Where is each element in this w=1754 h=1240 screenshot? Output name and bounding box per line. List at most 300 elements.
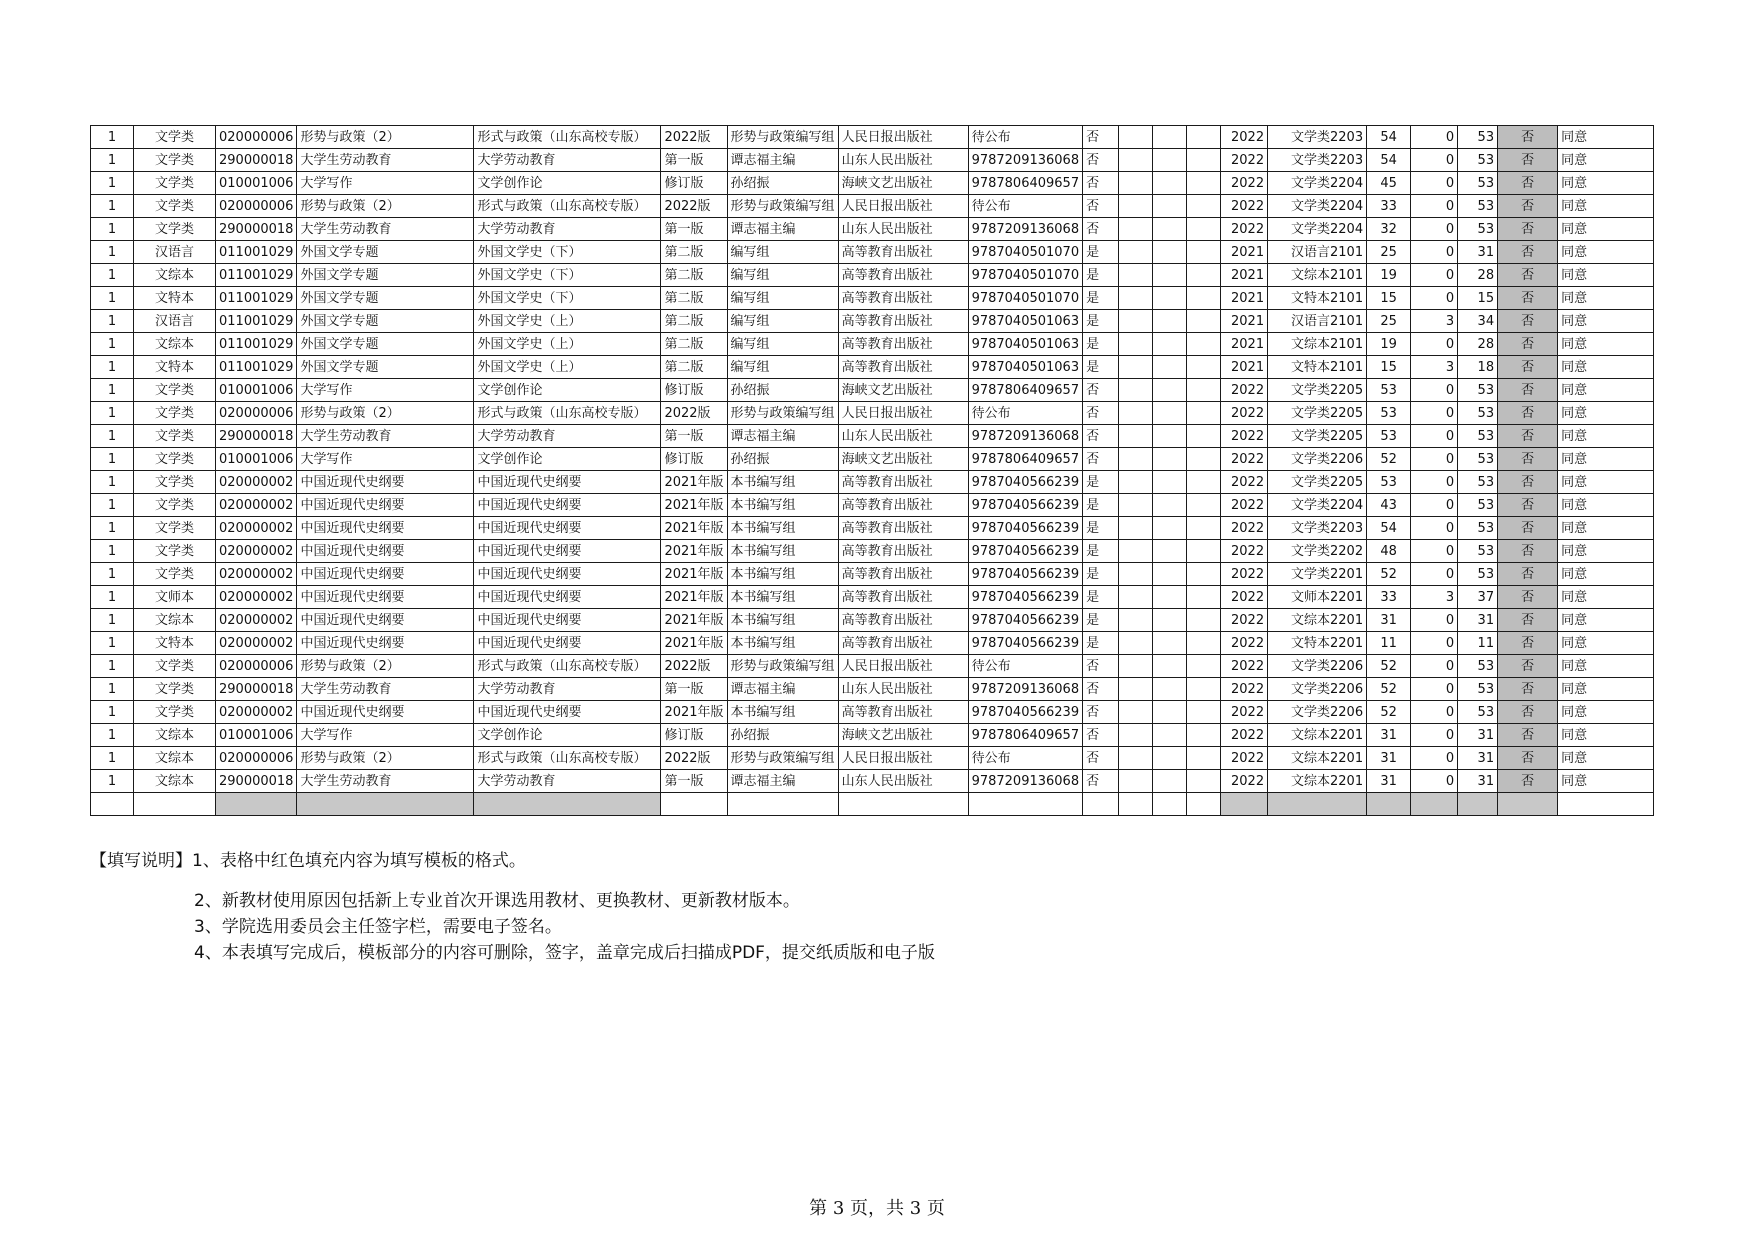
table-cell: 否 [1498, 471, 1558, 494]
table-cell: 54 [1367, 149, 1411, 172]
table-cell: 020000006 [216, 126, 297, 149]
table-cell: 0 [1411, 149, 1458, 172]
table-cell: 2022 [1221, 149, 1268, 172]
table-cell [1153, 770, 1187, 793]
table-cell: 是 [1083, 310, 1119, 333]
table-cell: 15 [1367, 287, 1411, 310]
table-cell: 53 [1458, 172, 1498, 195]
table-cell: 否 [1083, 402, 1119, 425]
table-cell: 11 [1458, 632, 1498, 655]
table-cell: 形式与政策（山东高校专版） [474, 747, 661, 770]
table-cell: 是 [1083, 540, 1119, 563]
table-cell: 谭志福主编 [727, 425, 838, 448]
table-cell [1153, 149, 1187, 172]
table-cell: 2022 [1221, 126, 1268, 149]
page-number: 第 3 页，共 3 页 [809, 1198, 945, 1219]
table-cell: 否 [1498, 540, 1558, 563]
table-cell: 形势与政策编写组 [727, 655, 838, 678]
table-cell: 52 [1367, 563, 1411, 586]
table-cell: 高等教育出版社 [838, 471, 968, 494]
table-cell: 中国近现代史纲要 [297, 471, 474, 494]
table-row [91, 724, 1654, 747]
table-cell: 2022 [1221, 517, 1268, 540]
table-cell: 1 [91, 540, 134, 563]
table-cell-empty [216, 793, 297, 816]
table-cell: 同意 [1558, 402, 1654, 425]
table-cell: 0 [1411, 172, 1458, 195]
table-cell: 高等教育出版社 [838, 333, 968, 356]
table-cell: 9787040501063 [968, 333, 1083, 356]
table-cell [1153, 287, 1187, 310]
table-cell: 本书编写组 [727, 563, 838, 586]
table-cell [1153, 241, 1187, 264]
table-cell: 2022版 [661, 126, 727, 149]
table-cell: 010001006 [216, 724, 297, 747]
table-cell: 9787040566239 [968, 632, 1083, 655]
table-cell: 1 [91, 471, 134, 494]
table-cell: 海峡文艺出版社 [838, 448, 968, 471]
table-cell [1153, 494, 1187, 517]
table-cell: 待公布 [968, 402, 1083, 425]
table-cell: 2022版 [661, 402, 727, 425]
table-cell: 文学类 [134, 540, 216, 563]
table-cell: 否 [1498, 218, 1558, 241]
table-cell: 1 [91, 333, 134, 356]
table-cell: 1 [91, 701, 134, 724]
table-row [91, 609, 1654, 632]
table-cell: 同意 [1558, 264, 1654, 287]
table-cell: 0 [1411, 471, 1458, 494]
table-cell: 否 [1083, 448, 1119, 471]
table-cell-empty [968, 793, 1083, 816]
table-cell: 011001029 [216, 287, 297, 310]
table-cell: 文特本2101 [1268, 356, 1367, 379]
table-cell-empty [1458, 793, 1498, 816]
table-cell: 020000002 [216, 517, 297, 540]
table-cell: 2022版 [661, 747, 727, 770]
table-cell: 文综本 [134, 770, 216, 793]
table-cell: 形式与政策（山东高校专版） [474, 402, 661, 425]
table-cell: 2022 [1221, 747, 1268, 770]
table-cell-empty [727, 793, 838, 816]
table-cell-empty [1153, 793, 1187, 816]
table-cell: 否 [1498, 563, 1558, 586]
table-cell [1153, 609, 1187, 632]
table-cell: 文学类2205 [1268, 425, 1367, 448]
table-cell: 高等教育出版社 [838, 701, 968, 724]
table-cell [1153, 517, 1187, 540]
table-row [91, 126, 1654, 149]
table-cell [1187, 195, 1221, 218]
table-cell [1153, 448, 1187, 471]
table-cell: 高等教育出版社 [838, 494, 968, 517]
table-cell: 9787040501070 [968, 264, 1083, 287]
table-cell: 1 [91, 126, 134, 149]
table-cell: 海峡文艺出版社 [838, 379, 968, 402]
table-cell: 同意 [1558, 471, 1654, 494]
table-cell-empty [91, 793, 134, 816]
table-cell [1119, 747, 1153, 770]
table-cell: 文学类2202 [1268, 540, 1367, 563]
table-cell: 否 [1498, 448, 1558, 471]
table-cell: 高等教育出版社 [838, 540, 968, 563]
table-cell-empty [134, 793, 216, 816]
instruction-line-4: 4、本表填写完成后，模板部分的内容可删除，签字，盖章完成后扫描成PDF，提交纸质版和电子版 [194, 943, 935, 963]
table-cell: 文学类 [134, 678, 216, 701]
table-cell: 1 [91, 310, 134, 333]
table-cell: 汉语言2101 [1268, 310, 1367, 333]
table-cell: 2022 [1221, 471, 1268, 494]
table-row [91, 241, 1654, 264]
table-cell: 高等教育出版社 [838, 586, 968, 609]
table-cell: 同意 [1558, 448, 1654, 471]
table-cell: 大学生劳动教育 [297, 678, 474, 701]
table-cell: 1 [91, 494, 134, 517]
table-cell: 文学类 [134, 149, 216, 172]
table-cell: 同意 [1558, 747, 1654, 770]
table-cell: 形式与政策（山东高校专版） [474, 126, 661, 149]
table-cell: 53 [1458, 563, 1498, 586]
table-cell: 同意 [1558, 632, 1654, 655]
table-cell: 33 [1367, 195, 1411, 218]
table-cell: 文综本 [134, 333, 216, 356]
table-cell: 020000002 [216, 563, 297, 586]
table-cell: 同意 [1558, 379, 1654, 402]
table-cell: 本书编写组 [727, 632, 838, 655]
table-row [91, 563, 1654, 586]
table-cell [1119, 195, 1153, 218]
table-cell: 1 [91, 264, 134, 287]
table-cell: 2021年版 [661, 517, 727, 540]
table-cell: 同意 [1558, 655, 1654, 678]
table-cell: 15 [1367, 356, 1411, 379]
table-cell: 2021年版 [661, 494, 727, 517]
table-cell: 山东人民出版社 [838, 425, 968, 448]
table-cell [1153, 724, 1187, 747]
table-cell: 290000018 [216, 770, 297, 793]
table-cell: 中国近现代史纲要 [474, 632, 661, 655]
table-cell: 2021年版 [661, 540, 727, 563]
table-cell [1153, 402, 1187, 425]
table-cell: 9787040501070 [968, 287, 1083, 310]
table-cell: 53 [1458, 471, 1498, 494]
table-cell: 文学类 [134, 517, 216, 540]
table-cell [1187, 632, 1221, 655]
table-row [91, 310, 1654, 333]
table-cell: 形式与政策（山东高校专版） [474, 195, 661, 218]
table-cell: 0 [1411, 333, 1458, 356]
table-cell-empty [474, 793, 661, 816]
table-cell: 32 [1367, 218, 1411, 241]
table-cell: 否 [1083, 747, 1119, 770]
table-cell: 31 [1458, 609, 1498, 632]
table-cell: 53 [1458, 494, 1498, 517]
table-cell: 文综本2201 [1268, 747, 1367, 770]
textbook-selection-table [90, 125, 1654, 816]
table-cell: 第二版 [661, 287, 727, 310]
table-cell: 9787806409657 [968, 448, 1083, 471]
table-row [91, 632, 1654, 655]
table-cell: 53 [1458, 517, 1498, 540]
table-cell [1153, 379, 1187, 402]
table-cell: 山东人民出版社 [838, 149, 968, 172]
table-cell: 是 [1083, 586, 1119, 609]
table-cell: 同意 [1558, 586, 1654, 609]
table-cell: 中国近现代史纲要 [297, 540, 474, 563]
table-cell: 第一版 [661, 770, 727, 793]
table-cell: 37 [1458, 586, 1498, 609]
table-cell: 否 [1498, 747, 1558, 770]
table-cell: 2022 [1221, 770, 1268, 793]
table-cell: 020000002 [216, 609, 297, 632]
table-cell: 否 [1498, 126, 1558, 149]
table-cell: 大学写作 [297, 379, 474, 402]
table-cell: 外国文学史（上） [474, 333, 661, 356]
table-cell [1187, 678, 1221, 701]
table-cell: 是 [1083, 333, 1119, 356]
table-cell: 2021 [1221, 287, 1268, 310]
table-cell: 1 [91, 379, 134, 402]
table-cell: 孙绍振 [727, 724, 838, 747]
table-cell: 文学类2206 [1268, 678, 1367, 701]
table-cell: 文学类2206 [1268, 448, 1367, 471]
table-cell [1187, 770, 1221, 793]
table-cell: 9787040566239 [968, 586, 1083, 609]
table-cell: 0 [1411, 494, 1458, 517]
table-cell: 外国文学史（上） [474, 356, 661, 379]
table-cell: 文学类2203 [1268, 149, 1367, 172]
table-cell: 3 [1411, 586, 1458, 609]
table-cell: 文特本2201 [1268, 632, 1367, 655]
table-cell: 第二版 [661, 356, 727, 379]
table-cell: 形势与政策编写组 [727, 195, 838, 218]
instruction-line-1: 【填写说明】1、表格中红色填充内容为填写模板的格式。 [90, 851, 526, 871]
table-cell: 文学类 [134, 494, 216, 517]
table-cell: 33 [1367, 586, 1411, 609]
table-cell [1153, 678, 1187, 701]
table-cell: 是 [1083, 494, 1119, 517]
table-cell: 53 [1458, 402, 1498, 425]
table-cell: 53 [1458, 126, 1498, 149]
table-cell [1119, 425, 1153, 448]
table-cell [1153, 563, 1187, 586]
table-cell: 中国近现代史纲要 [474, 563, 661, 586]
table-cell: 中国近现代史纲要 [474, 586, 661, 609]
table-cell [1153, 310, 1187, 333]
table-cell: 大学生劳动教育 [297, 425, 474, 448]
table-cell [1153, 425, 1187, 448]
table-cell: 高等教育出版社 [838, 356, 968, 379]
table-cell [1119, 609, 1153, 632]
table-cell: 2022 [1221, 218, 1268, 241]
table-cell: 1 [91, 218, 134, 241]
table-cell: 中国近现代史纲要 [297, 701, 474, 724]
table-cell: 1 [91, 678, 134, 701]
table-row [91, 195, 1654, 218]
table-cell [1187, 586, 1221, 609]
table-cell: 45 [1367, 172, 1411, 195]
table-cell: 0 [1411, 126, 1458, 149]
table-cell: 020000006 [216, 655, 297, 678]
table-cell: 文学类2204 [1268, 494, 1367, 517]
table-cell: 文特本 [134, 356, 216, 379]
table-cell: 290000018 [216, 425, 297, 448]
table-cell: 52 [1367, 448, 1411, 471]
table-cell: 大学劳动教育 [474, 770, 661, 793]
table-cell: 9787040566239 [968, 563, 1083, 586]
table-cell: 中国近现代史纲要 [297, 517, 474, 540]
table-cell: 54 [1367, 126, 1411, 149]
table-cell: 中国近现代史纲要 [297, 632, 474, 655]
table-cell [1119, 356, 1153, 379]
table-cell: 同意 [1558, 494, 1654, 517]
table-cell: 1 [91, 747, 134, 770]
table-cell: 否 [1083, 724, 1119, 747]
table-cell: 外国文学专题 [297, 287, 474, 310]
table-cell: 0 [1411, 770, 1458, 793]
table-cell: 2022 [1221, 563, 1268, 586]
table-cell: 2022 [1221, 540, 1268, 563]
table-cell: 2021年版 [661, 586, 727, 609]
table-cell: 第一版 [661, 425, 727, 448]
table-cell: 否 [1083, 678, 1119, 701]
table-row [91, 448, 1654, 471]
table-cell: 0 [1411, 379, 1458, 402]
table-cell: 31 [1367, 609, 1411, 632]
table-row [91, 425, 1654, 448]
table-cell: 同意 [1558, 724, 1654, 747]
table-cell: 中国近现代史纲要 [474, 540, 661, 563]
table-cell: 是 [1083, 517, 1119, 540]
table-cell: 形势与政策（2） [297, 402, 474, 425]
table-cell: 否 [1498, 609, 1558, 632]
table-cell: 待公布 [968, 126, 1083, 149]
table-cell: 文学类2204 [1268, 172, 1367, 195]
table-cell: 文学类 [134, 471, 216, 494]
table-cell: 孙绍振 [727, 379, 838, 402]
table-cell: 海峡文艺出版社 [838, 724, 968, 747]
table-cell: 2021 [1221, 333, 1268, 356]
table-cell: 0 [1411, 563, 1458, 586]
table-cell: 否 [1498, 310, 1558, 333]
table-cell-empty [838, 793, 968, 816]
table-cell: 人民日报出版社 [838, 126, 968, 149]
table-cell: 同意 [1558, 356, 1654, 379]
table-cell: 同意 [1558, 195, 1654, 218]
table-cell: 1 [91, 609, 134, 632]
table-cell: 是 [1083, 632, 1119, 655]
table-cell [1119, 379, 1153, 402]
table-cell [1119, 402, 1153, 425]
table-cell: 1 [91, 149, 134, 172]
table-cell [1187, 241, 1221, 264]
table-cell: 谭志福主编 [727, 218, 838, 241]
table-cell: 010001006 [216, 172, 297, 195]
table-cell: 2021年版 [661, 632, 727, 655]
table-cell [1187, 448, 1221, 471]
table-cell: 否 [1498, 379, 1558, 402]
table-cell [1153, 655, 1187, 678]
table-cell: 0 [1411, 195, 1458, 218]
table-cell: 形势与政策（2） [297, 195, 474, 218]
table-cell: 2022 [1221, 172, 1268, 195]
table-cell: 大学劳动教育 [474, 218, 661, 241]
table-cell: 外国文学专题 [297, 333, 474, 356]
table-cell: 3 [1411, 356, 1458, 379]
table-cell: 53 [1367, 425, 1411, 448]
table-cell: 53 [1458, 149, 1498, 172]
table-cell [1187, 494, 1221, 517]
table-cell: 9787040566239 [968, 540, 1083, 563]
table-cell [1187, 172, 1221, 195]
table-cell: 9787040501070 [968, 241, 1083, 264]
instruction-line-3: 3、学院选用委员会主任签字栏，需要电子签名。 [194, 917, 562, 937]
table-cell: 孙绍振 [727, 448, 838, 471]
table-cell: 编写组 [727, 333, 838, 356]
table-row [91, 678, 1654, 701]
table-cell: 文综本2101 [1268, 333, 1367, 356]
table-row [91, 356, 1654, 379]
table-cell: 第一版 [661, 678, 727, 701]
table-cell [1187, 218, 1221, 241]
table-cell-empty [1411, 793, 1458, 816]
table-cell-empty [661, 793, 727, 816]
table-row [91, 540, 1654, 563]
table-row [91, 264, 1654, 287]
table-cell: 53 [1367, 402, 1411, 425]
table-cell [1187, 287, 1221, 310]
table-cell: 文综本 [134, 724, 216, 747]
table-cell: 2022版 [661, 195, 727, 218]
table-cell: 1 [91, 241, 134, 264]
table-cell: 2022 [1221, 655, 1268, 678]
table-cell: 2021 [1221, 264, 1268, 287]
table-cell [1119, 218, 1153, 241]
table-cell: 形势与政策（2） [297, 655, 474, 678]
table-cell: 谭志福主编 [727, 678, 838, 701]
table-cell: 中国近现代史纲要 [474, 701, 661, 724]
table-cell: 文综本2201 [1268, 770, 1367, 793]
table-cell: 010001006 [216, 379, 297, 402]
table-cell: 中国近现代史纲要 [297, 563, 474, 586]
table-cell: 第二版 [661, 264, 727, 287]
table-row [91, 770, 1654, 793]
table-cell: 28 [1458, 264, 1498, 287]
table-cell-empty [1558, 793, 1654, 816]
table-cell: 山东人民出版社 [838, 678, 968, 701]
table-cell: 否 [1083, 149, 1119, 172]
table-cell: 文学类 [134, 448, 216, 471]
table-cell: 形势与政策编写组 [727, 747, 838, 770]
table-cell [1187, 724, 1221, 747]
table-row [91, 149, 1654, 172]
table-cell [1187, 149, 1221, 172]
table-cell: 高等教育出版社 [838, 609, 968, 632]
table-cell: 54 [1367, 517, 1411, 540]
table-cell: 53 [1458, 218, 1498, 241]
table-cell: 编写组 [727, 264, 838, 287]
table-cell: 53 [1458, 701, 1498, 724]
table-cell: 同意 [1558, 333, 1654, 356]
table-cell: 第二版 [661, 310, 727, 333]
table-row [91, 494, 1654, 517]
table-cell: 020000002 [216, 586, 297, 609]
table-cell: 53 [1458, 540, 1498, 563]
table-cell: 31 [1458, 241, 1498, 264]
table-cell: 文综本 [134, 747, 216, 770]
table-cell: 11 [1367, 632, 1411, 655]
table-cell [1187, 264, 1221, 287]
